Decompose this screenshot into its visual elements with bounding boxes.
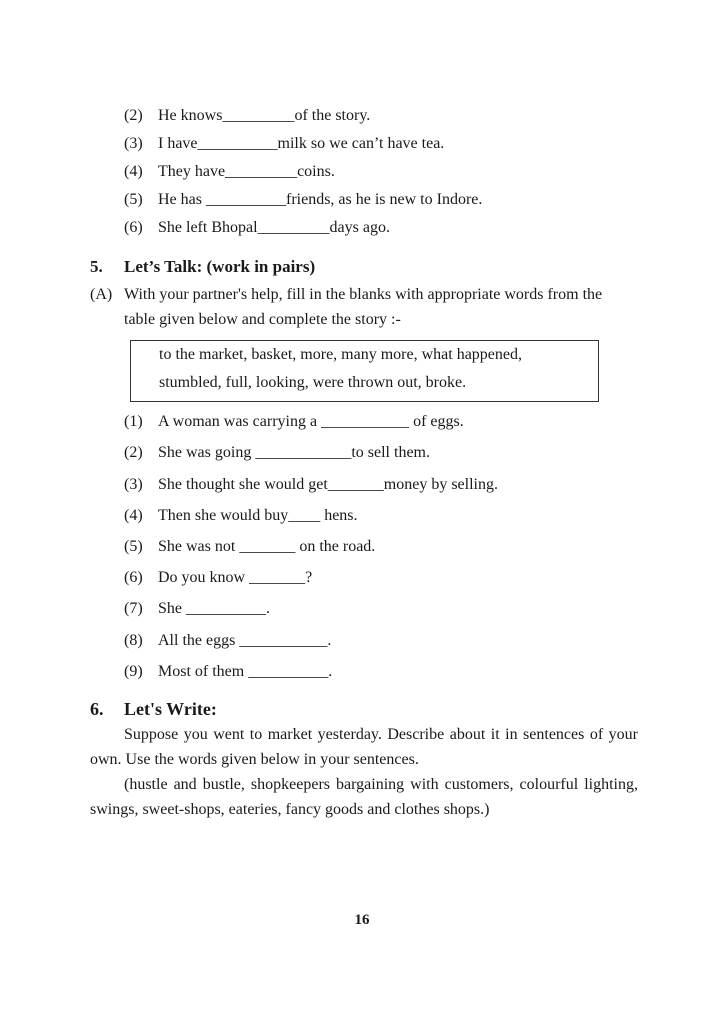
paragraph: (hustle and bustle, shopkeepers bargaining with customers, colourful lighting, swings, sweet-shops, eateries, fancy goods and clothes shops.): [90, 776, 638, 818]
page-number: 16: [354, 912, 370, 928]
textbook-page: (2) He knows_________of the story. (3) I have__________milk so we can’t have tea. (4) They have_________coins. (5) He has __________friends, as he is new to Indore. (6) She left Bhopal_________days ago. 5. Let’s Talk: (work in pairs) (A) With your partner's help, fill in the blanks with appropriate words from the table given below and complete the story :- to the market, basket, more, many more, what happened, stumbled, full, looking, were thrown out, broke. (1) A woman was carrying a ___________ of eggs. (2) She was going ____________to sell them. (3) She thought she would get_______money by selling. (4) Then she would buy____ hens. (5) She was not _______ on the road. (6) Do you know _______? (7) She __________. (8) All the eggs ___________. (9) Most of them __________. 6. Let's Write: Suppose you went to market yesterday. Describe about it in sentences of your own. Use the words given below in your sentences. (hustle and bustle, shopkeepers bargaining with customers, colourful lighting, swings, sweet-shops, eateries, fancy goods and clothes shops.) 16: [0, 0, 724, 1024]
word-box-line: to the market, basket, more, many more, what happened,: [159, 346, 522, 363]
paragraph: Suppose you went to market yesterday. Describe about it in sentences of your own. Use the words given below in your sentences.: [90, 726, 638, 768]
instruction-line: table given below and complete the story :-: [124, 311, 401, 328]
word-box: [130, 340, 599, 402]
word-box-line: stumbled, full, looking, were thrown out, broke.: [159, 374, 467, 391]
